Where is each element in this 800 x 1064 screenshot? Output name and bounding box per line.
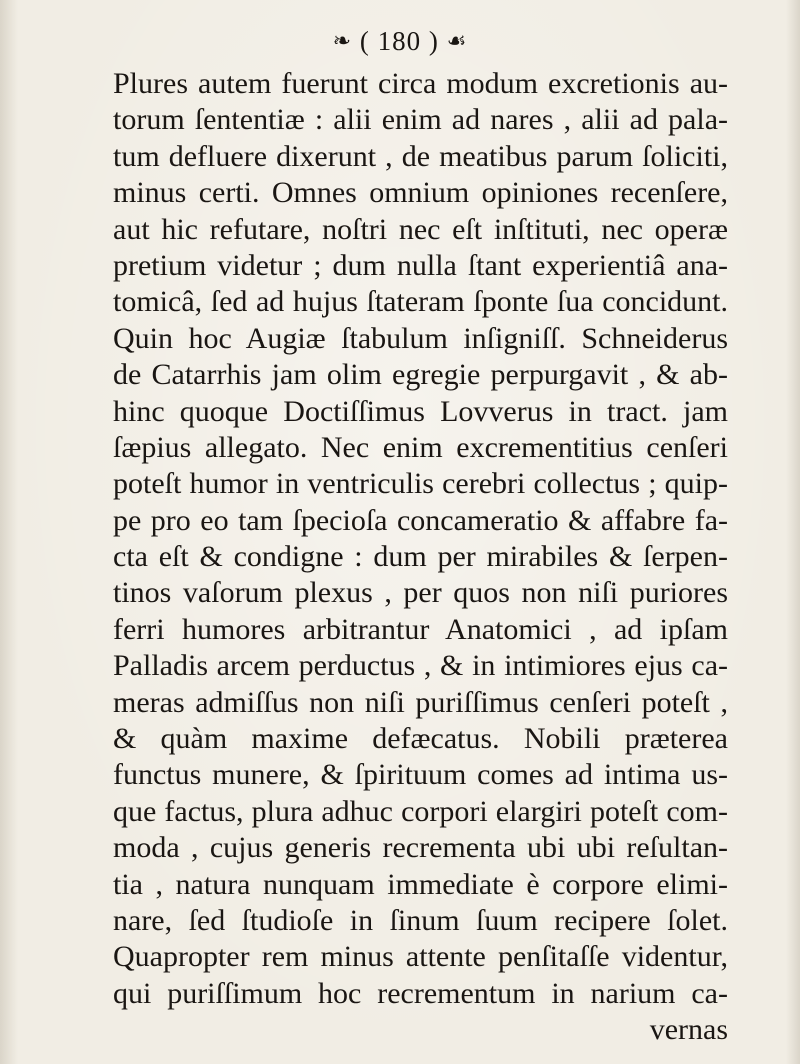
header-close-paren: ): [428, 26, 439, 56]
body-text: [113, 66, 728, 1049]
page-edge-shadow-right: [786, 0, 800, 1064]
ornament-right-icon: ☙: [446, 28, 468, 53]
text-line: tomicâ, ſed ad hujus ſtateram ſponte ſua concidunt.: [113, 285, 728, 319]
text-line: que factus, plura adhuc corpori elargiri poteſt com-: [113, 794, 728, 828]
text-line: hinc quoque Doctiſſimus Lovverus in tract. jam: [113, 394, 728, 428]
text-line: qui puriſſimum hoc recrementum in narium ca-: [113, 976, 728, 1010]
text-line: aut hic refutare, noſtri nec eſt inſtituti, nec operæ: [113, 212, 728, 246]
text-line: Plures autem fuerunt circa modum excretionis au-: [113, 67, 728, 100]
text-line: tia , natura nunquam immediate è corpore elimi-: [113, 867, 728, 901]
text-line: tum defluere dixerunt , de meatibus parum ſoliciti,: [113, 139, 728, 173]
text-line: Palladis arcem perductus , & in intimiores ejus ca-: [113, 649, 728, 683]
text-line: functus munere, & ſpirituum comes ad intima us-: [113, 758, 728, 792]
page-number: 180: [377, 26, 422, 56]
text-line: torum ſententiæ : alii enim ad nares , alii ad pala-: [113, 103, 728, 137]
text-line: poteſt humor in ventriculis cerebri collectus ; quip-: [113, 467, 728, 501]
text-line: Quin hoc Augiæ ſtabulum inſigniſſ. Schneiderus: [113, 321, 728, 355]
text-line: minus certi. Omnes omnium opiniones recenſere,: [113, 176, 728, 210]
text-line: tinos vaſorum plexus , per quos non niſi puriores: [113, 576, 728, 610]
header-open-paren: (: [359, 26, 370, 56]
text-line: Quapropter rem minus attente penſitaſſe videntur,: [113, 940, 728, 974]
text-line: moda , cujus generis recrementa ubi ubi reſultan-: [113, 831, 728, 865]
page-header: [0, 26, 800, 57]
text-line: cta eſt & condigne : dum per mirabiles & ſerpen-: [113, 540, 728, 574]
text-line: nare, ſed ſtudioſe in ſinum ſuum recipere ſolet.: [113, 903, 728, 937]
text-line: de Catarrhis jam olim egregie perpurgavit , & ab-: [113, 358, 728, 392]
catchword: vernas: [649, 1013, 728, 1047]
page-edge-shadow-left: [0, 0, 18, 1064]
text-line: pe pro eo tam ſpecioſa concameratio & affabre fa-: [113, 503, 728, 537]
text-line: & quàm maxime defæcatus. Nobili præterea: [113, 722, 728, 756]
text-line: meras admiſſus non niſi puriſſimus cenſeri poteſt ,: [113, 685, 728, 719]
text-line: ſæpius allegato. Nec enim excrementitius cenſeri: [113, 430, 728, 464]
text-line: ferri humores arbitrantur Anatomici , ad ipſam: [113, 612, 728, 646]
ornament-left-icon: ❧: [332, 28, 353, 53]
text-line: pretium videtur ; dum nulla ſtant experientiâ ana-: [113, 248, 728, 282]
